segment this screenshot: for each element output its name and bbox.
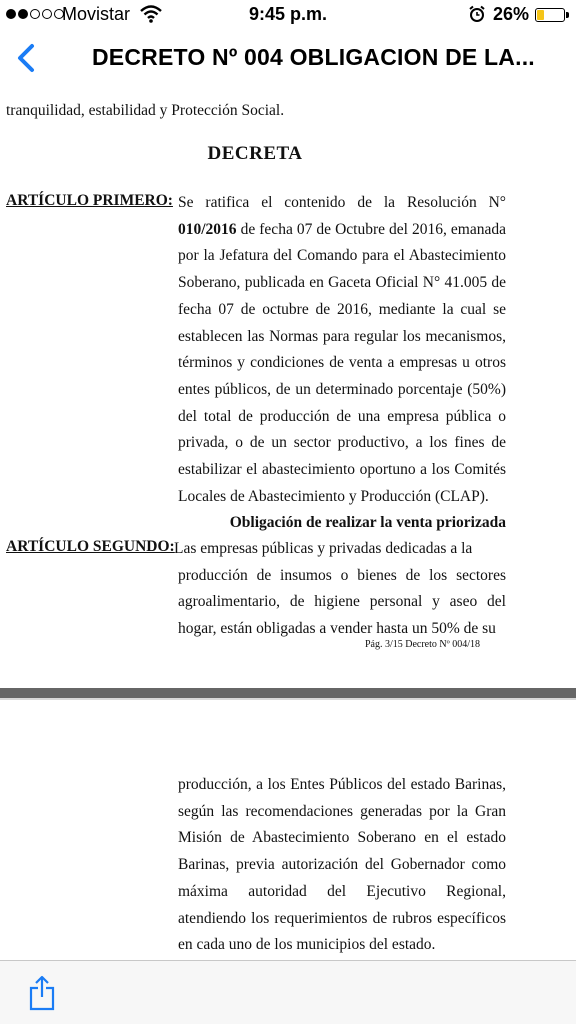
article-1-text-b: de fecha 07 de Octubre del 2016, emanada por la Jefatura del Comando para el Abastecimiento Soberano, publicada en Gaceta Oficial N° 41.005 de fecha 07 de octubre de 2016, mediante la cual se establecen las Normas para regular los mecanismos, términos y condiciones de venta a empresas u otros entes públicos, de un determinado porcentaje (50%) del total de producción de una empresa pública o privada, o de un sector productivo, a los fines de estabilizar el abastecimiento oportuno a los Comités Locales de Abastecimiento y Producción (CLAP).	[178, 220, 506, 505]
article-1-text-a: Se ratifica el contenido de la Resolución N°	[178, 194, 506, 211]
article-2-first-line: Las empresas públicas y privadas dedicadas a la	[174, 540, 473, 557]
page-footer: Pág. 3/15 Decreto Nº 004/18	[364, 639, 480, 650]
share-icon[interactable]	[28, 975, 56, 1011]
article-2-label: ARTÍCULO SEGUNDO:	[6, 538, 175, 555]
page-2-text: producción, a los Entes Públicos del estado Barinas, según las recomendaciones generadas por la Gran Misión de Abastecimiento Soberano en el estado Barinas, previa autorización del Gobernador como máxima autoridad del Ejecutivo Regional, atendiendo los requerimientos de rubros específicos en cada uno de los municipios del estado.	[178, 776, 506, 954]
article-1-label: ARTÍCULO PRIMERO:	[6, 192, 173, 209]
battery-percent: 26%	[493, 4, 530, 24]
navigation-bar	[0, 30, 576, 86]
page-title: DECRETO Nº 004 OBLIGACION DE LA...	[92, 44, 535, 70]
battery-icon	[535, 8, 565, 22]
intro-text: tranquilidad, estabilidad y Protección Social.	[6, 102, 285, 119]
alarm-icon	[468, 5, 486, 23]
status-time: 9:45 p.m.	[248, 4, 328, 24]
article-2-text	[174, 536, 506, 643]
carrier-name: Movistar	[62, 4, 131, 24]
chevron-left-icon[interactable]	[10, 40, 46, 76]
status-bar	[0, 0, 576, 30]
article-2-body: producción de insumos o bienes de los sectores agroalimentario, de higiene personal y aseo del hogar, están obligadas a vender hasta un 50% de su	[178, 566, 506, 638]
page-separator	[0, 688, 576, 698]
article-1-text	[178, 190, 506, 510]
bottom-toolbar	[0, 960, 576, 1024]
article-2-subtitle: Obligación de realizar la venta priorizada	[229, 514, 506, 531]
document-heading: DECRETA	[207, 143, 303, 164]
resolution-number: 010/2016	[178, 220, 237, 238]
page-separator-shadow	[0, 698, 576, 700]
